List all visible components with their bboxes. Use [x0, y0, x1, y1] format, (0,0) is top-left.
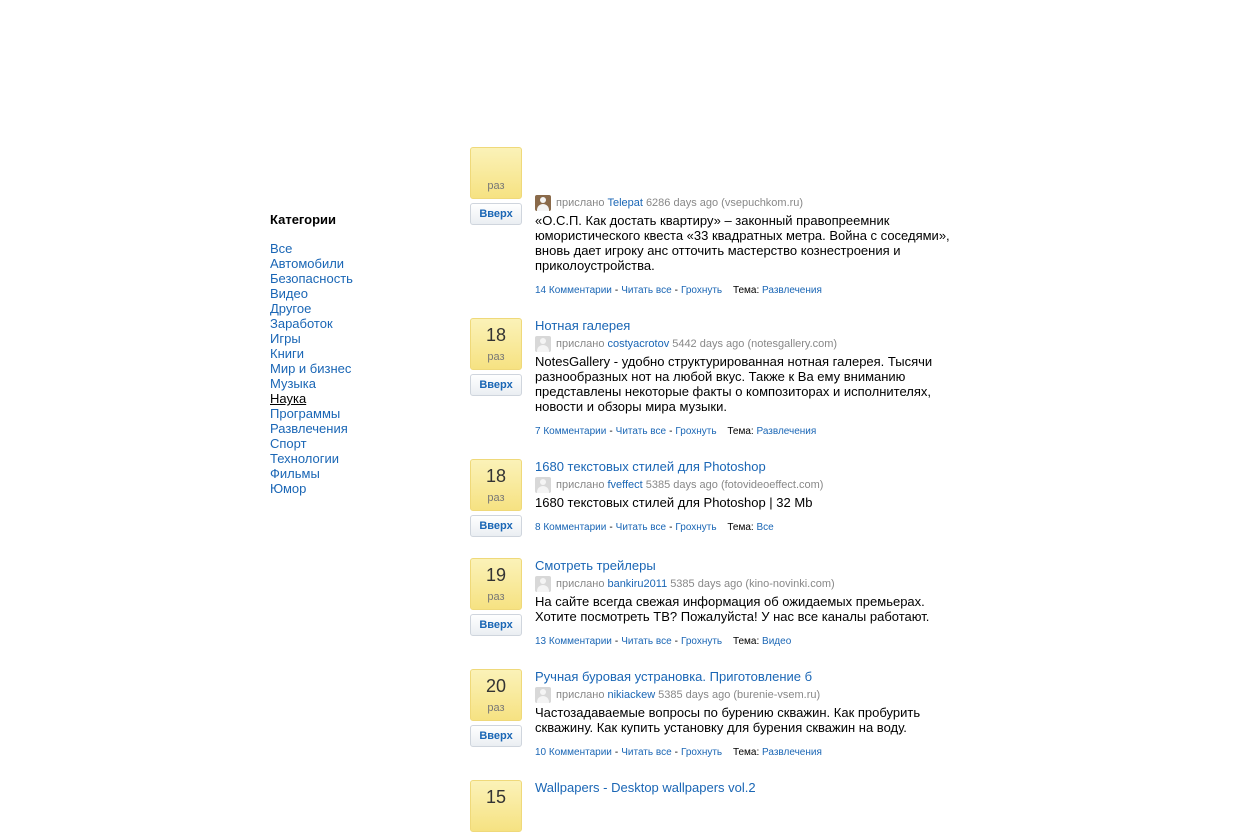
story-age: 5385 days ago	[658, 689, 731, 701]
category-link[interactable]: Безопасность	[270, 271, 353, 286]
story-content	[535, 192, 955, 297]
category-link[interactable]: Автомобили	[270, 256, 345, 271]
story-age: 6286 days ago	[645, 197, 719, 209]
vote-count: 20	[485, 676, 507, 696]
vote-count: 15	[485, 787, 507, 807]
story-title-link[interactable]: Нотная галерея	[535, 318, 631, 333]
vote-counter	[470, 147, 522, 199]
author-link[interactable]: bankiru2011	[607, 578, 668, 590]
story-title-link[interactable]: 1680 текстовых стилей для Photoshop	[535, 459, 766, 474]
vote-widget	[470, 147, 522, 225]
user-avatar-icon	[535, 336, 551, 352]
story-title-link[interactable]: Wallpapers - Desktop wallpapers vol.2	[535, 780, 756, 795]
vote-up-button[interactable]: Вверх	[470, 614, 522, 636]
topic-label: Тема:	[727, 522, 754, 533]
category-item	[270, 481, 450, 496]
story-description: 1680 текстовых стилей для Photoshop | 32 Mb	[535, 495, 813, 510]
vote-count: 19	[485, 565, 507, 585]
sent-label: прислано	[556, 578, 605, 590]
comments-link[interactable]: 8 Комментарии	[535, 522, 607, 533]
category-link[interactable]: Фильмы	[270, 466, 320, 481]
story-source: (burenie-vsem.ru)	[733, 689, 821, 701]
vote-widget	[470, 669, 522, 747]
vote-count-label: раз	[487, 492, 505, 504]
story-age: 5442 days ago	[672, 338, 745, 350]
author-link[interactable]: nikiackew	[607, 689, 656, 701]
story-actions: 14 Комментарии - Читать все - Грохнуть Тема: Развлечения	[535, 285, 822, 296]
comments-link[interactable]: 14 Комментарии	[535, 285, 612, 296]
category-link[interactable]: Книги	[270, 346, 305, 361]
topic-link[interactable]: Развлечения	[756, 426, 817, 437]
read-all-link[interactable]: Читать все	[615, 522, 667, 533]
story-source: (fotovideoeffect.com)	[720, 479, 824, 491]
bury-link[interactable]: Грохнуть	[675, 522, 717, 533]
read-all-link[interactable]: Читать все	[621, 636, 672, 647]
story-description: На сайте всегда свежая информация об ожидаемых премьерах. Хотите посмотреть ТВ? Пожалуйста! У нас все каналы работают.	[535, 594, 930, 624]
sent-label: прислано	[556, 197, 605, 209]
topic-label: Тема:	[732, 636, 760, 647]
category-link[interactable]: Наука	[270, 391, 307, 406]
story-actions: 7 Комментарии - Читать все - Грохнуть Тема: Развлечения	[535, 426, 817, 437]
category-item	[270, 466, 450, 481]
category-item	[270, 421, 450, 436]
vote-count: 18	[485, 466, 507, 486]
author-link[interactable]: fveffect	[607, 479, 643, 491]
vote-count: 18	[485, 325, 507, 345]
story-actions: 10 Комментарии - Читать все - Грохнуть Тема: Развлечения	[535, 747, 822, 758]
story-actions: 13 Комментарии - Читать все - Грохнуть Тема: Видео	[535, 636, 792, 647]
story-source: (notesgallery.com)	[747, 338, 838, 350]
category-item	[270, 361, 450, 376]
story-content	[535, 459, 955, 534]
vote-widget	[470, 459, 522, 537]
category-link[interactable]: Развлечения	[270, 421, 348, 436]
topic-label: Тема:	[732, 747, 760, 758]
category-item	[270, 331, 450, 346]
comments-link[interactable]: 10 Комментарии	[535, 747, 612, 758]
sent-label: прислано	[556, 479, 605, 491]
category-link[interactable]: Видео	[270, 286, 308, 301]
vote-up-button[interactable]: Вверх	[470, 203, 522, 225]
category-item	[270, 391, 450, 406]
category-link[interactable]: Другое	[270, 301, 312, 316]
categories-title: Категории	[270, 212, 337, 227]
vote-counter	[470, 459, 522, 511]
category-item	[270, 241, 450, 256]
story-meta	[535, 194, 955, 212]
topic-link[interactable]: Видео	[762, 636, 792, 647]
vote-widget	[470, 780, 522, 832]
topic-link[interactable]: Развлечения	[762, 285, 822, 296]
read-all-link[interactable]: Читать все	[615, 426, 667, 437]
story-source: (vsepuchkom.ru)	[721, 197, 804, 209]
topic-label: Тема:	[732, 285, 760, 296]
vote-count-label: раз	[487, 351, 505, 363]
vote-counter	[470, 780, 522, 832]
story-description: «О.С.П. Как достать квартиру» – законный правопреемник юмористического квеста «33 квадратных метра. Война с соседями», вновь дает игроку анс отточить мастерство кознестроения и приколоустройства.	[535, 213, 950, 273]
story-meta	[535, 476, 955, 494]
topic-label: Тема:	[727, 426, 754, 437]
comments-link[interactable]: 13 Комментарии	[535, 636, 612, 647]
category-item	[270, 346, 450, 361]
bury-link[interactable]: Грохнуть	[675, 426, 717, 437]
story-meta	[535, 575, 955, 593]
story-actions: 8 Комментарии - Читать все - Грохнуть Тема: Все	[535, 522, 774, 533]
story-meta	[535, 686, 955, 704]
category-list	[270, 241, 450, 496]
story-meta	[535, 335, 955, 353]
category-item	[270, 436, 450, 451]
story-description: Частозадаваемые вопросы по бурению скважин. Как пробурить скважину. Как купить установку для бурения скважин на воду.	[535, 705, 921, 735]
category-link[interactable]: Игры	[270, 331, 301, 346]
categories-sidebar	[270, 212, 450, 496]
story-title-link[interactable]: Смотреть трейлеры	[535, 558, 656, 573]
category-item	[270, 451, 450, 466]
vote-count-label: раз	[487, 591, 505, 603]
comments-link[interactable]: 7 Комментарии	[535, 426, 607, 437]
vote-counter	[470, 558, 522, 610]
category-link[interactable]: Музыка	[270, 376, 316, 391]
bury-link[interactable]: Грохнуть	[680, 636, 723, 647]
read-all-link[interactable]: Читать все	[621, 747, 672, 758]
vote-counter	[470, 669, 522, 721]
vote-up-button[interactable]: Вверх	[470, 515, 522, 537]
vote-count-label: раз	[487, 180, 505, 192]
story-title-link[interactable]: Ручная буровая устрановка. Приготовление б	[535, 669, 813, 684]
category-link[interactable]: Все	[270, 241, 293, 256]
read-all-link[interactable]: Читать все	[621, 285, 672, 296]
category-link[interactable]: Спорт	[270, 436, 307, 451]
category-item	[270, 376, 450, 391]
bury-link[interactable]: Грохнуть	[680, 285, 723, 296]
category-link[interactable]: Юмор	[270, 481, 307, 496]
sent-label: прислано	[556, 338, 605, 350]
category-item	[270, 286, 450, 301]
story-content	[535, 780, 955, 795]
category-link[interactable]: Технологии	[270, 451, 340, 466]
story-age: 5385 days ago	[645, 479, 718, 491]
category-item	[270, 301, 450, 316]
vote-up-button[interactable]: Вверх	[470, 725, 522, 747]
category-item	[270, 256, 450, 271]
vote-widget	[470, 558, 522, 636]
story-content	[535, 558, 955, 648]
category-link[interactable]: Мир и бизнес	[270, 361, 352, 376]
story-description: NotesGallery - удобно структурированная нотная галерея. Тысячи разнообразных нот на любой вкус. Также к Ва ему вниманию представлены некоторые факты о композиторах и исполнителях, новости и обзоры мира музыки.	[535, 354, 933, 414]
category-item	[270, 406, 450, 421]
category-item	[270, 271, 450, 286]
user-avatar-icon	[535, 477, 551, 493]
vote-widget	[470, 318, 522, 396]
sent-label: прислано	[556, 689, 605, 701]
topic-link[interactable]: Все	[756, 522, 774, 533]
category-link[interactable]: Заработок	[270, 316, 333, 331]
author-link[interactable]: Telepat	[607, 197, 643, 209]
story-content	[535, 318, 955, 438]
user-avatar-icon	[535, 576, 551, 592]
user-avatar-icon	[535, 687, 551, 703]
story-content	[535, 669, 955, 759]
bury-link[interactable]: Грохнуть	[680, 747, 723, 758]
story-age: 5385 days ago	[670, 578, 743, 590]
story-source: (kino-novinki.com)	[745, 578, 835, 590]
vote-count-label: раз	[487, 702, 505, 714]
category-link[interactable]: Программы	[270, 406, 341, 421]
user-avatar-icon	[535, 195, 551, 211]
topic-link[interactable]: Развлечения	[762, 747, 822, 758]
category-item	[270, 316, 450, 331]
vote-up-button[interactable]: Вверх	[470, 374, 522, 396]
vote-counter	[470, 318, 522, 370]
author-link[interactable]: costyacrotov	[607, 338, 670, 350]
